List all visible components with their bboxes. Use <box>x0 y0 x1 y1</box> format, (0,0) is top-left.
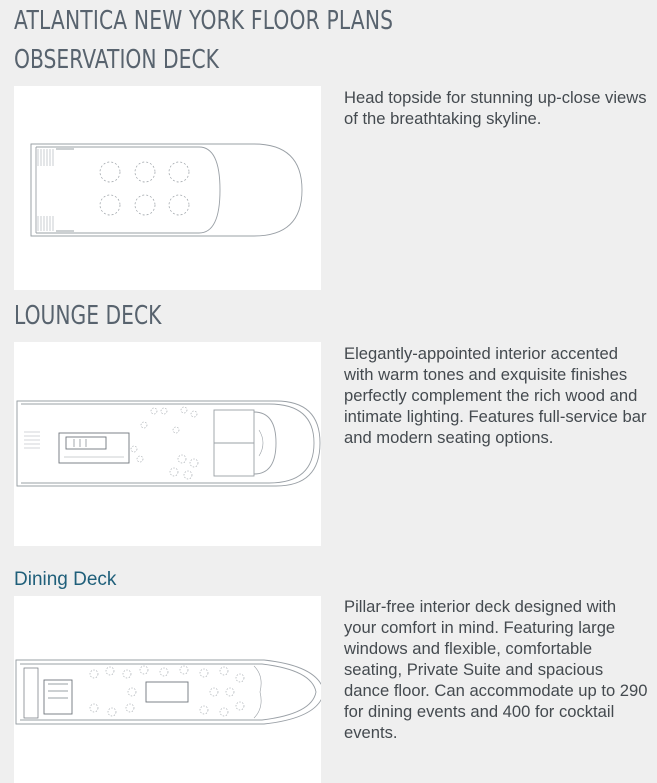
observation-deck-heading: OBSERVATION DECK <box>14 45 219 75</box>
lounge-deck-description: Elegantly-appointed interior accented with warm tones and exquisite finishes perfectly complement the rich wood and intimate lighting. Features full-service bar and modern seating options. <box>344 344 647 447</box>
lounge-deck-floor-plan[interactable] <box>14 342 321 546</box>
page-title: ATLANTICA NEW YORK FLOOR PLANS <box>14 6 394 36</box>
dining-deck-floor-plan[interactable] <box>14 596 321 783</box>
dining-deck-link[interactable]: Dining Deck <box>14 569 117 590</box>
dining-deck-description: Pillar-free interior deck designed with your comfort in mind. Featuring large windows and flexible, comfortable seating, Private Suite and spacious dance floor. Can accommodate up to 290 for dining events and 400 for cocktail events. <box>344 597 648 742</box>
observation-deck-description: Head topside for stunning up-close views of the breathtaking skyline. <box>344 88 647 128</box>
lounge-deck-heading: LOUNGE DECK <box>14 301 162 331</box>
observation-deck-floor-plan[interactable] <box>14 86 321 290</box>
